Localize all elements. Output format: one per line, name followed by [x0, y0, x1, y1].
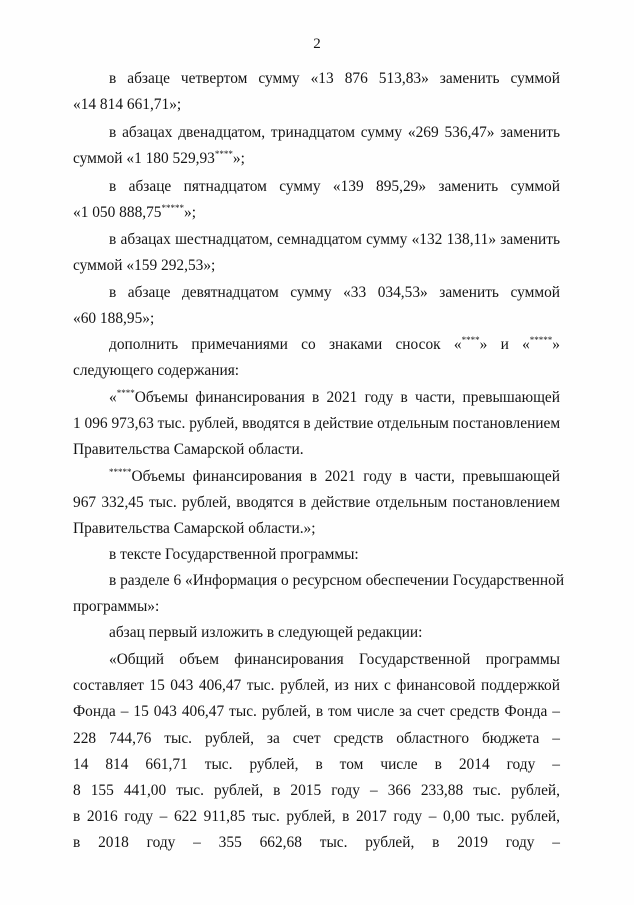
- text-line: «Общий объем финансирования Государственной программы: [109, 651, 560, 668]
- text-run: дополнить примечаниями со знаками сносок «: [109, 336, 462, 353]
- text-line: в абзацах двенадцатом, тринадцатом сумму «269 536,47» заменить: [109, 124, 560, 141]
- footnote-mark: ****: [116, 388, 135, 398]
- text-line: [73, 204, 560, 222]
- text-line: Правительства Самарской области.»;: [73, 520, 316, 537]
- text-line: в абзаце пятнадцатом сумму «139 895,29» заменить суммой: [109, 178, 560, 195]
- footnote-mark: *****: [161, 203, 184, 213]
- footnote-mark: *****: [109, 467, 132, 477]
- text-run: »: [552, 336, 560, 353]
- page-number: 2: [313, 36, 321, 52]
- text-line: программы»:: [73, 598, 160, 615]
- text-line: в разделе 6 «Информация о ресурсном обеспечении Государственной: [109, 572, 565, 589]
- text-run: Объемы финансирования в 2021 году в части, превышающей: [134, 389, 560, 406]
- text-line: в 2018 году – 355 662,68 тыс. рублей, в 2019 году –: [73, 834, 560, 851]
- text-line: в 2016 году – 622 911,85 тыс. рублей, в 2017 году – 0,00 тыс. рублей,: [73, 808, 560, 825]
- footnote-mark: ****: [461, 335, 480, 345]
- text-line: [73, 150, 560, 168]
- text-line: Правительства Самарской области.: [73, 441, 304, 458]
- text-line: Фонда – 15 043 406,47 тыс. рублей, в том числе за счет средств Фонда –: [73, 703, 560, 720]
- text-line: составляет 15 043 406,47 тыс. рублей, из них с финансовой поддержкой: [73, 677, 560, 694]
- text-line: в тексте Государственной программы:: [109, 546, 359, 563]
- text-run: «: [109, 389, 117, 406]
- text-line: следующего содержания:: [73, 362, 240, 379]
- text-run: » и «: [479, 336, 530, 353]
- text-line: 8 155 441,00 тыс. рублей, в 2015 году – 366 233,88 тыс. рублей,: [73, 782, 560, 799]
- footnote-mark: ****: [214, 149, 233, 159]
- text-line: [109, 468, 560, 486]
- text-line: суммой «159 292,53»;: [73, 257, 216, 274]
- text-line: [109, 389, 560, 407]
- text-run: суммой «1 180 529,93: [73, 150, 215, 167]
- text-run: »;: [232, 150, 245, 167]
- text-line: абзац первый изложить в следующей редакции:: [109, 624, 423, 641]
- text-run: Объемы финансирования в 2021 году в части, превышающей: [131, 468, 560, 485]
- text-run: «1 050 888,75: [73, 204, 162, 221]
- text-line: 228 744,76 тыс. рублей, за счет средств областного бюджета –: [73, 730, 560, 747]
- text-line: «14 814 661,71»;: [73, 96, 182, 113]
- text-line: 1 096 973,63 тыс. рублей, вводятся в действие отдельным постановлением: [73, 415, 561, 432]
- footnote-mark: *****: [529, 335, 553, 345]
- text-line: [109, 336, 560, 354]
- text-line: 967 332,45 тыс. рублей, вводятся в действие отдельным постановлением: [73, 494, 560, 511]
- text-line: «60 188,95»;: [73, 310, 155, 327]
- text-run: »;: [184, 204, 196, 221]
- text-line: в абзаце четвертом сумму «13 876 513,83» заменить суммой: [109, 70, 560, 87]
- text-line: в абзацах шестнадцатом, семнадцатом сумму «132 138,11» заменить: [109, 231, 560, 248]
- text-line: 14 814 661,71 тыс. рублей, в том числе в 2014 году –: [73, 756, 560, 773]
- text-line: в абзаце девятнадцатом сумму «33 034,53» заменить суммой: [109, 284, 560, 301]
